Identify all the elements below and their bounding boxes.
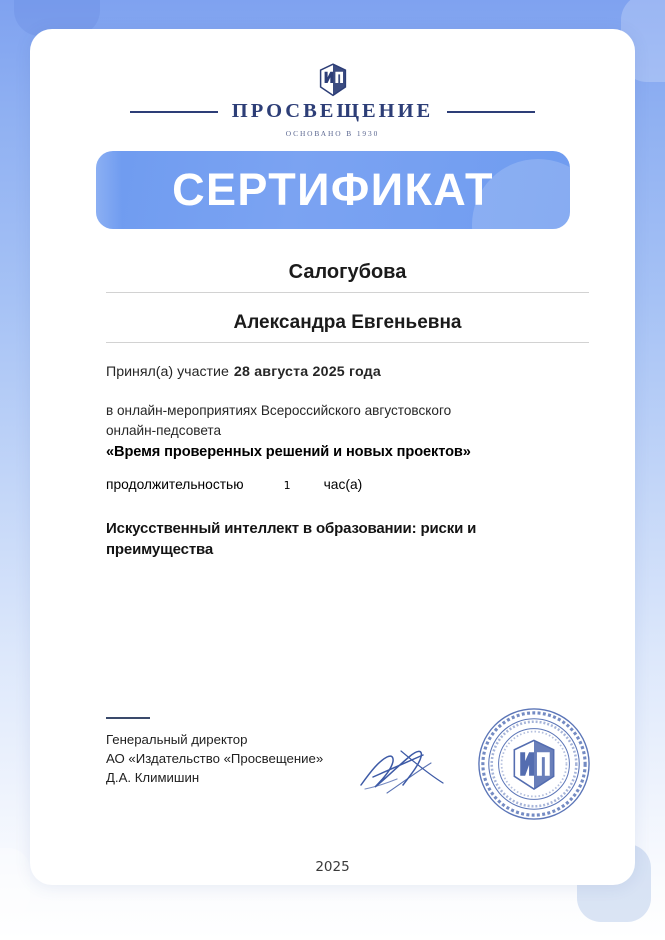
certificate-title: СЕРТИФИКАТ <box>172 164 494 215</box>
brand-rule-right <box>447 111 535 113</box>
event-title: «Время проверенных решений и новых проектов» <box>106 443 471 460</box>
brand-name: ПРОСВЕЩЕНИЕ <box>231 100 434 122</box>
duration-unit: час(а) <box>323 476 363 492</box>
prosveshchenie-hexagon-emblem-icon <box>318 63 348 97</box>
event-line-1: в онлайн-мероприятиях Всероссийского августовского <box>106 403 452 419</box>
signature-rule <box>106 717 150 719</box>
signatory-organization: АО «Издательство «Просвещение» <box>106 751 324 766</box>
brand-logo <box>30 63 635 138</box>
signatory-name: Д.А. Климишин <box>106 770 200 785</box>
duration-label: продолжительностью <box>106 476 244 492</box>
event-description <box>106 401 589 460</box>
participation-prefix: Принял(а) участие <box>106 364 229 380</box>
participation-date: 28 августа 2025 года <box>233 364 381 380</box>
session-topic: Искусственный интеллект в образовании: риски и преимущества <box>106 519 477 559</box>
official-round-seal-icon <box>475 705 593 823</box>
recipient-surname-rule <box>106 292 589 293</box>
brand-tagline: ОСНОВАНО В 1930 <box>285 129 380 138</box>
handwritten-signature-icon <box>357 731 467 803</box>
emblem-icon-wrap <box>30 63 635 97</box>
recipient-given-name: Александра Евгеньевна <box>233 312 462 333</box>
signature-block <box>106 717 589 847</box>
brand-rule-left <box>130 111 218 113</box>
certificate-body <box>106 261 589 561</box>
certificate-card <box>30 29 635 885</box>
duration-value: 1 <box>283 478 291 492</box>
decorative-corner-shape-bottom-left <box>0 848 30 918</box>
signatory-position: Генеральный директор <box>106 732 248 747</box>
event-line-2: онлайн-педсовета <box>106 423 222 438</box>
participation-line <box>106 362 589 382</box>
brand-name-row <box>30 100 635 123</box>
certificate-year: 2025 <box>315 859 350 875</box>
certificate-banner <box>96 151 570 229</box>
banner-edge-highlight <box>96 151 122 229</box>
recipient-given-name-rule <box>106 342 589 343</box>
duration-row <box>106 477 589 492</box>
recipient-surname: Салогубова <box>288 261 407 283</box>
